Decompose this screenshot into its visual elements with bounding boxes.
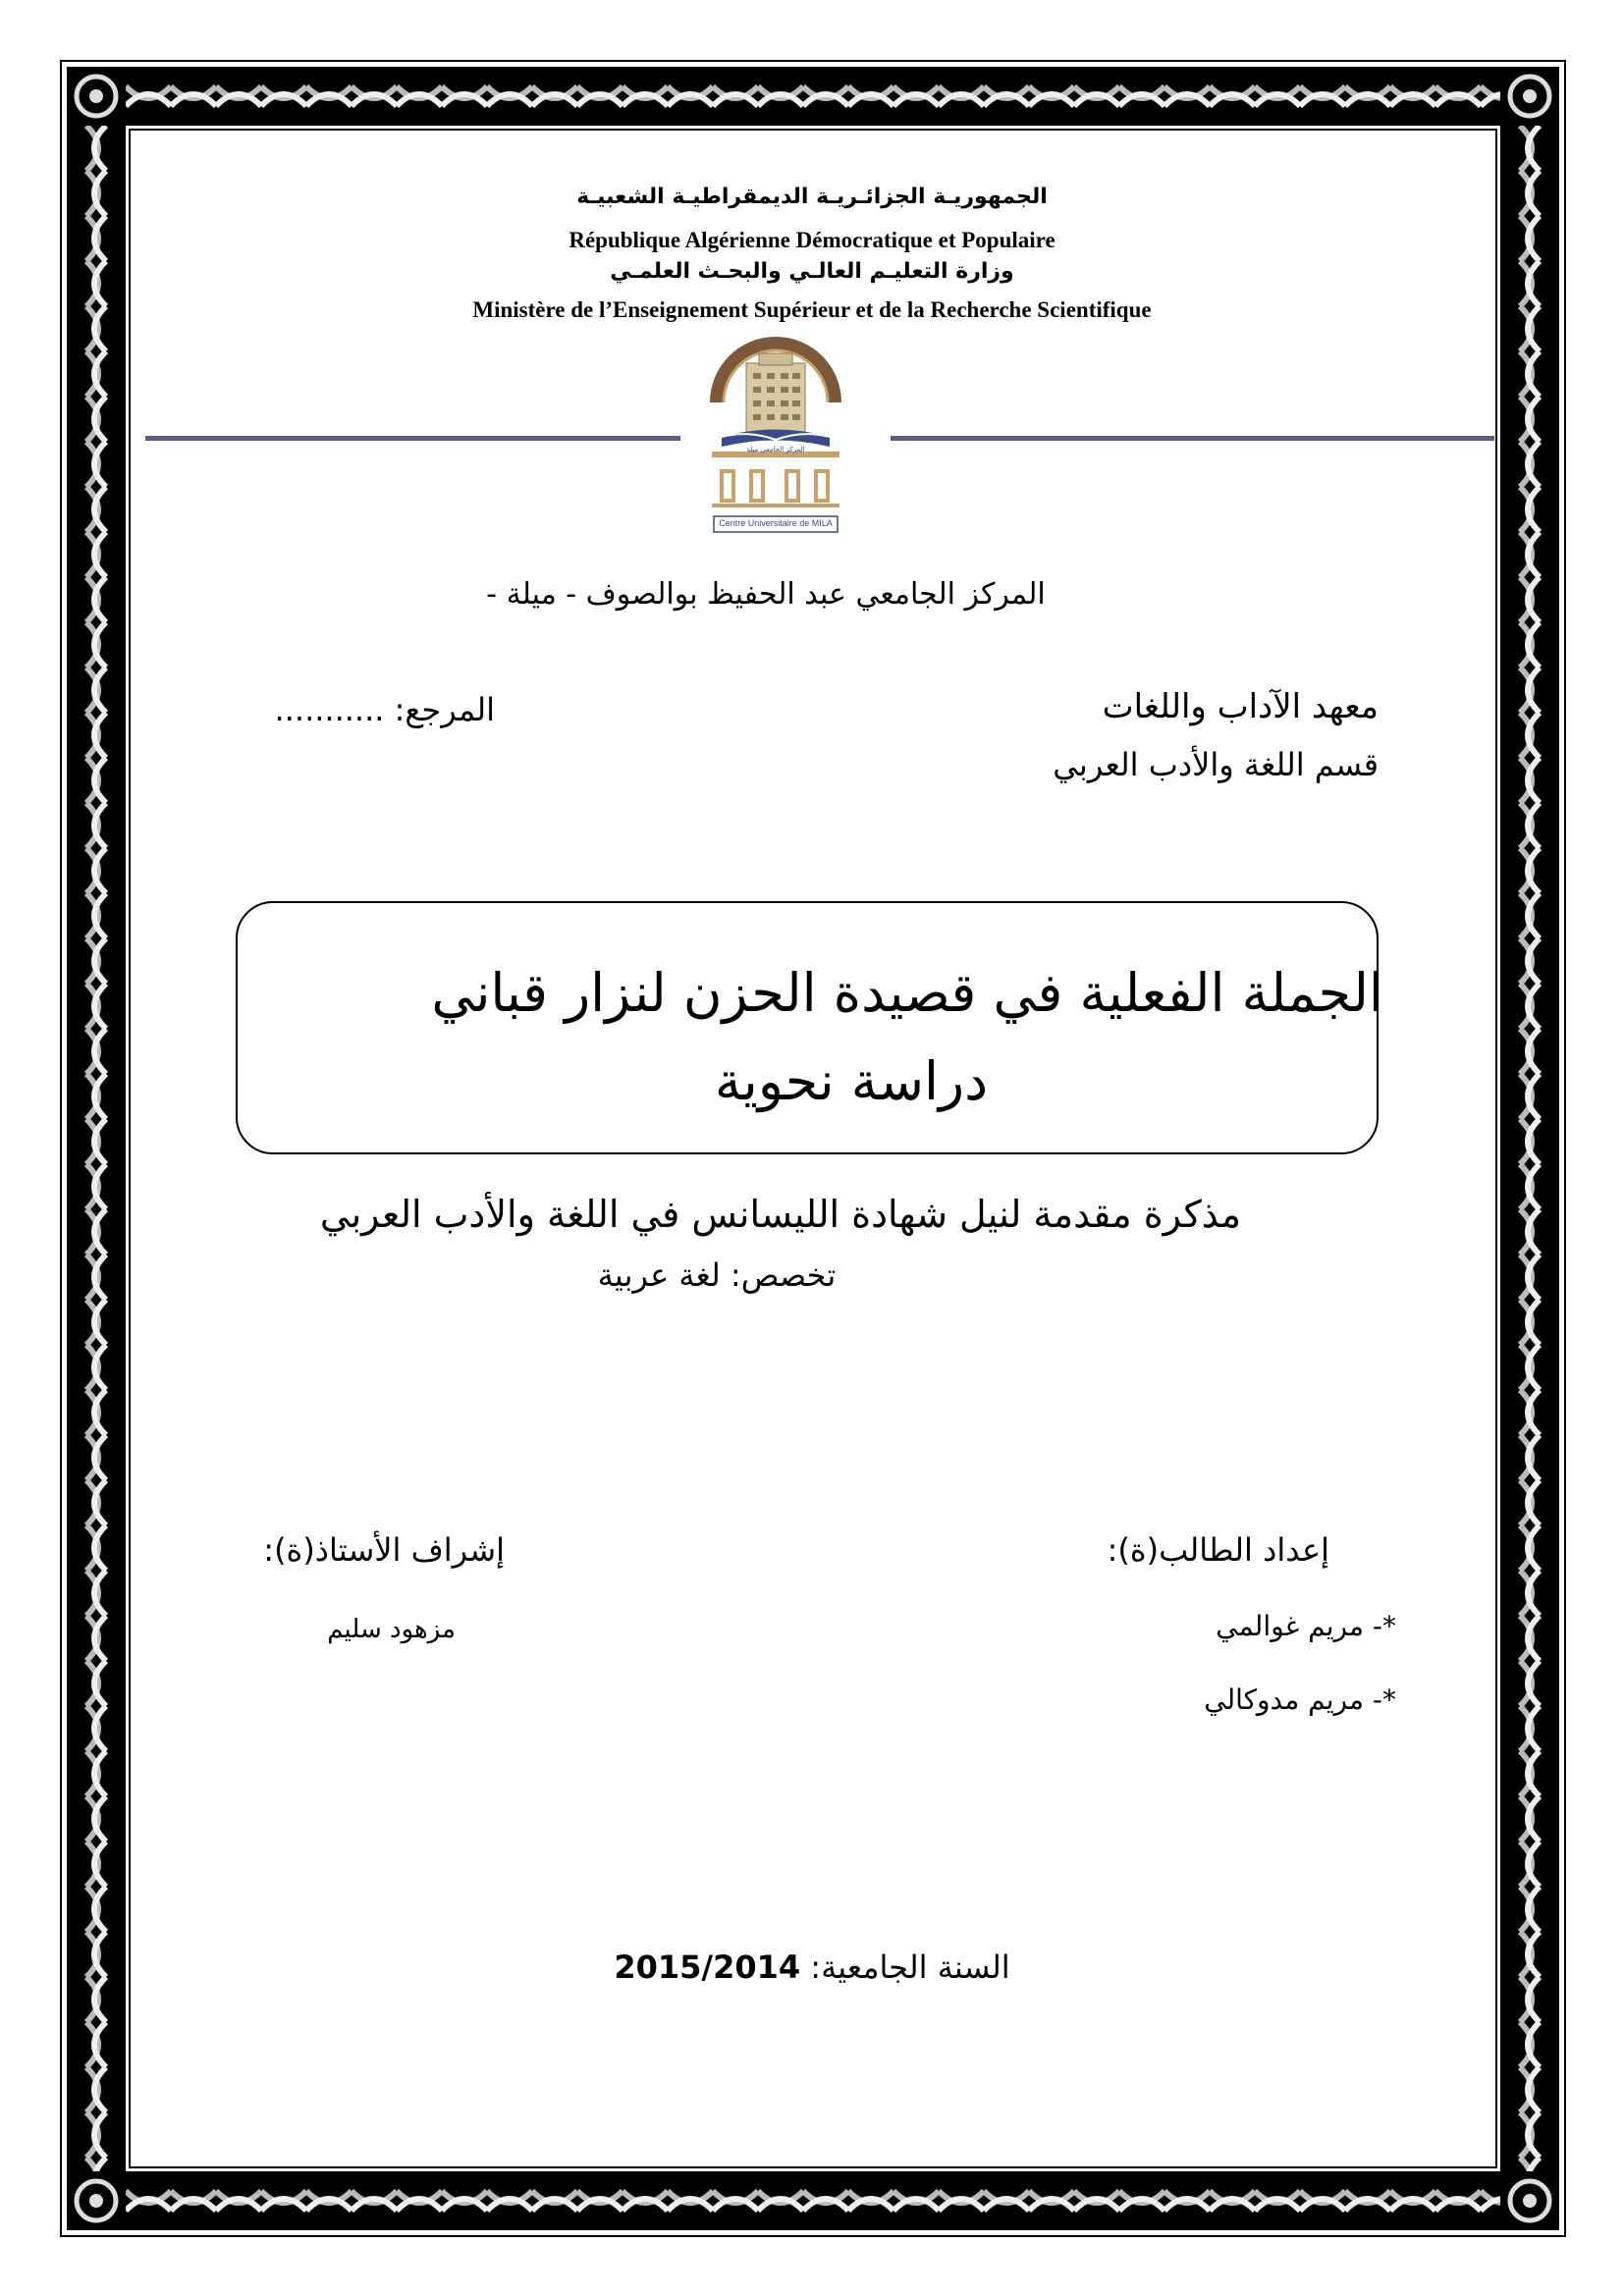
center-name: المركز الجامعي عبد الحفيظ بوالصوف - ميلة - (486, 577, 1046, 612)
ministry-arabic: وزارة التعليـم العالـي والبحـث العلمـي (610, 259, 1014, 284)
student-name-1: *- مريم غوالمي (1216, 1610, 1396, 1642)
thesis-title-box (236, 901, 1379, 1154)
department-name: قسم اللغة والأدب العربي (1053, 746, 1379, 783)
ministry-french: Ministère de l’Enseignement Supérieur et de la Recherche Scientifique (472, 297, 1152, 322)
academic-year-label: السنة الجامعية: (800, 1949, 1010, 1986)
students-heading: إعداد الطالب(ة): (1107, 1531, 1329, 1569)
republic-french: République Algérienne Démocratique et Populaire (568, 228, 1056, 252)
right-rule (891, 436, 1494, 441)
institute-name: معهد الآداب واللغات (1102, 687, 1379, 726)
thesis-title-line2: دراسة نحوية (714, 1050, 989, 1112)
thesis-title-line1: الجملة الفعلية في قصيدة الحزن لنزار قباني (431, 962, 1383, 1024)
reference-number: المرجع: ........... (274, 691, 495, 728)
specialty: تخصص: لغة عربية (597, 1256, 837, 1294)
memoir-subtitle: مذكرة مقدمة لنيل شهادة الليسانس في اللغة والأدب العربي (319, 1193, 1241, 1236)
supervisor-name: مزهود سليم (327, 1615, 456, 1644)
logo-arabic-caption: المركز الجامعي ميلة (746, 446, 805, 454)
left-rule (145, 436, 680, 441)
university-logo (702, 324, 849, 540)
student-name-2: *- مريم مدوكالي (1204, 1683, 1396, 1716)
academic-year-value: 2015/2014 (614, 1949, 801, 1986)
supervisor-heading: إشراف الأستاذ(ة): (263, 1531, 505, 1569)
republic-arabic: الجمهوريـة الجزائـريـة الديمقراطيـة الشعبيـة (576, 185, 1048, 209)
academic-year (0, 1949, 1624, 1986)
logo-caption: Centre Universitaire de MILA (719, 518, 833, 528)
